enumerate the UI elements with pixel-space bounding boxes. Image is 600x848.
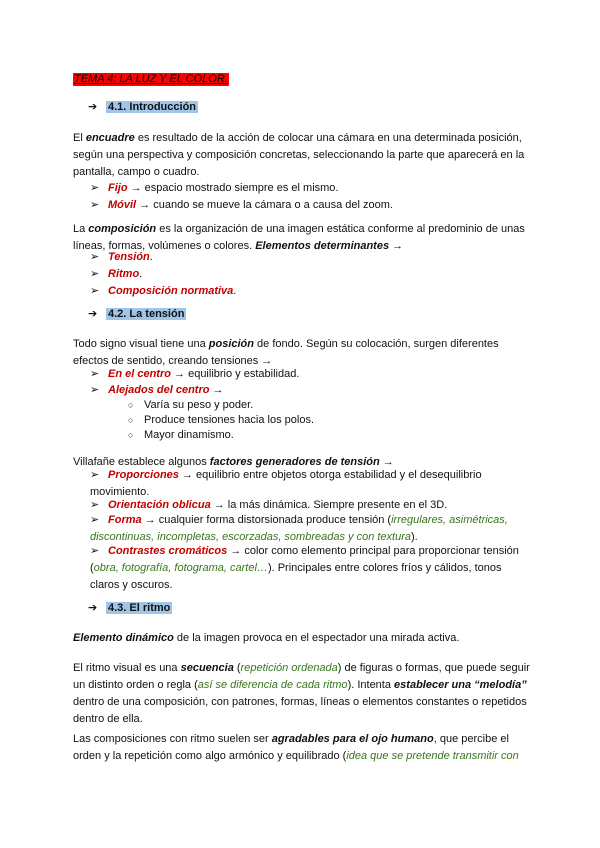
bullet-arrow-icon: ➢ — [90, 514, 100, 526]
arrow-icon: ➔ — [88, 308, 98, 320]
list-item-fijo: ➢ Fijo → espacio mostrado siempre es el mismo. — [90, 180, 530, 197]
circle-bullet-icon: ○ — [128, 430, 134, 440]
list-item-en-el-centro: ➢ En el centro → equilibrio y estabilidad. — [90, 366, 530, 383]
paragraph-posicion: Todo signo visual tiene una posición de fondo. Según su colocación, surgen diferentes efectos de sentido, creando tensiones → — [73, 338, 499, 367]
list-item-orientacion-oblicua: ➢ Orientación oblicua → la más dinámica. Siempre presente en el 3D. — [90, 497, 530, 514]
section-heading-ritmo: ➔ 4.3. El ritmo — [88, 602, 171, 614]
paragraph-encuadre: El encuadre es resultado de la acción de colocar una cámara en una determinada posición, según una perspectiva y composición concretas, seleccionando la parte que aparecerá en la pantalla, campo o cuadro. — [73, 132, 525, 178]
list-item-alejados-del-centro: ➢ Alejados del centro → — [90, 382, 530, 399]
paragraph-villafane: Villafañe establece algunos factores generadores de tensión → — [73, 456, 394, 468]
bullet-arrow-icon: ➢ — [90, 368, 100, 380]
bullet-arrow-icon: ➢ — [90, 384, 100, 396]
list-item-contrastes-cromaticos: ➢ Contrastes cromáticos → color como elemento principal para proporcionar tensión (obra, fotografía, fotograma, cartel…). Principales entre colores fríos y cálidos, tonos claros y oscuros. — [90, 545, 519, 591]
circle-bullet-icon: ○ — [128, 400, 134, 410]
list-item-composicion-normativa: ➢ Composición normativa. — [90, 283, 530, 300]
paragraph-composicion: La composición es la organización de una imagen estática conforme al predominio de unas líneas, formas, volúmenes o colores. Elementos determinantes → — [73, 223, 525, 252]
circle-bullet-icon: ○ — [128, 415, 134, 425]
sub-item-peso: ○ Varía su peso y poder. — [128, 397, 528, 414]
bullet-arrow-icon: ➢ — [90, 199, 100, 211]
bullet-arrow-icon: ➢ — [90, 182, 100, 194]
paragraph-composiciones-ritmo: Las composiciones con ritmo suelen ser agradables para el ojo humano, que percibe el orden y la repetición como algo armónico y equilibrado (idea que se pretende transmitir con — [73, 733, 519, 762]
list-item-forma: ➢ Forma → cualquier forma distorsionada produce tensión (irregulares, asimétricas, discontinuas, incompletas, escorzadas, sombreadas y con textura). — [90, 514, 508, 543]
bullet-arrow-icon: ➢ — [90, 469, 100, 481]
bullet-arrow-icon: ➢ — [90, 251, 100, 263]
document-title: TEMA 4: LA LUZ Y EL COLOR. — [74, 73, 228, 85]
section-heading-tension: ➔ 4.2. La tensión — [88, 308, 185, 320]
section-heading-introduccion: ➔ 4.1. Introducción — [88, 101, 197, 113]
paragraph-elemento-dinamico: Elemento dinámico de la imagen provoca en el espectador una mirada activa. — [73, 632, 460, 644]
paragraph-ritmo-visual: El ritmo visual es una secuencia (repetición ordenada) de figuras o formas, que puede seguir un distinto orden o regla (así se diferencia de cada ritmo). Intenta establecer una “melodía” dentro de una composición, con patrones, formas, líneas o elementos constantes o repetidos dentro de ella. — [73, 662, 530, 725]
sub-item-polos: ○ Produce tensiones hacia los polos. — [128, 412, 528, 429]
list-item-ritmo: ➢ Ritmo. — [90, 266, 530, 283]
bullet-arrow-icon: ➢ — [90, 268, 100, 280]
list-item-tension: ➢ Tensión. — [90, 249, 530, 266]
list-item-movil: ➢ Móvil → cuando se mueve la cámara o a causa del zoom. — [90, 197, 530, 214]
bullet-arrow-icon: ➢ — [90, 545, 100, 557]
arrow-icon: ➔ — [88, 602, 98, 614]
bullet-arrow-icon: ➢ — [90, 499, 100, 511]
bullet-arrow-icon: ➢ — [90, 285, 100, 297]
sub-item-dinamismo: ○ Mayor dinamismo. — [128, 427, 528, 444]
list-item-proporciones: ➢ Proporciones → equilibrio entre objetos otorga estabilidad y el desequilibrio movimiento. — [90, 469, 482, 498]
arrow-icon: ➔ — [88, 101, 98, 113]
